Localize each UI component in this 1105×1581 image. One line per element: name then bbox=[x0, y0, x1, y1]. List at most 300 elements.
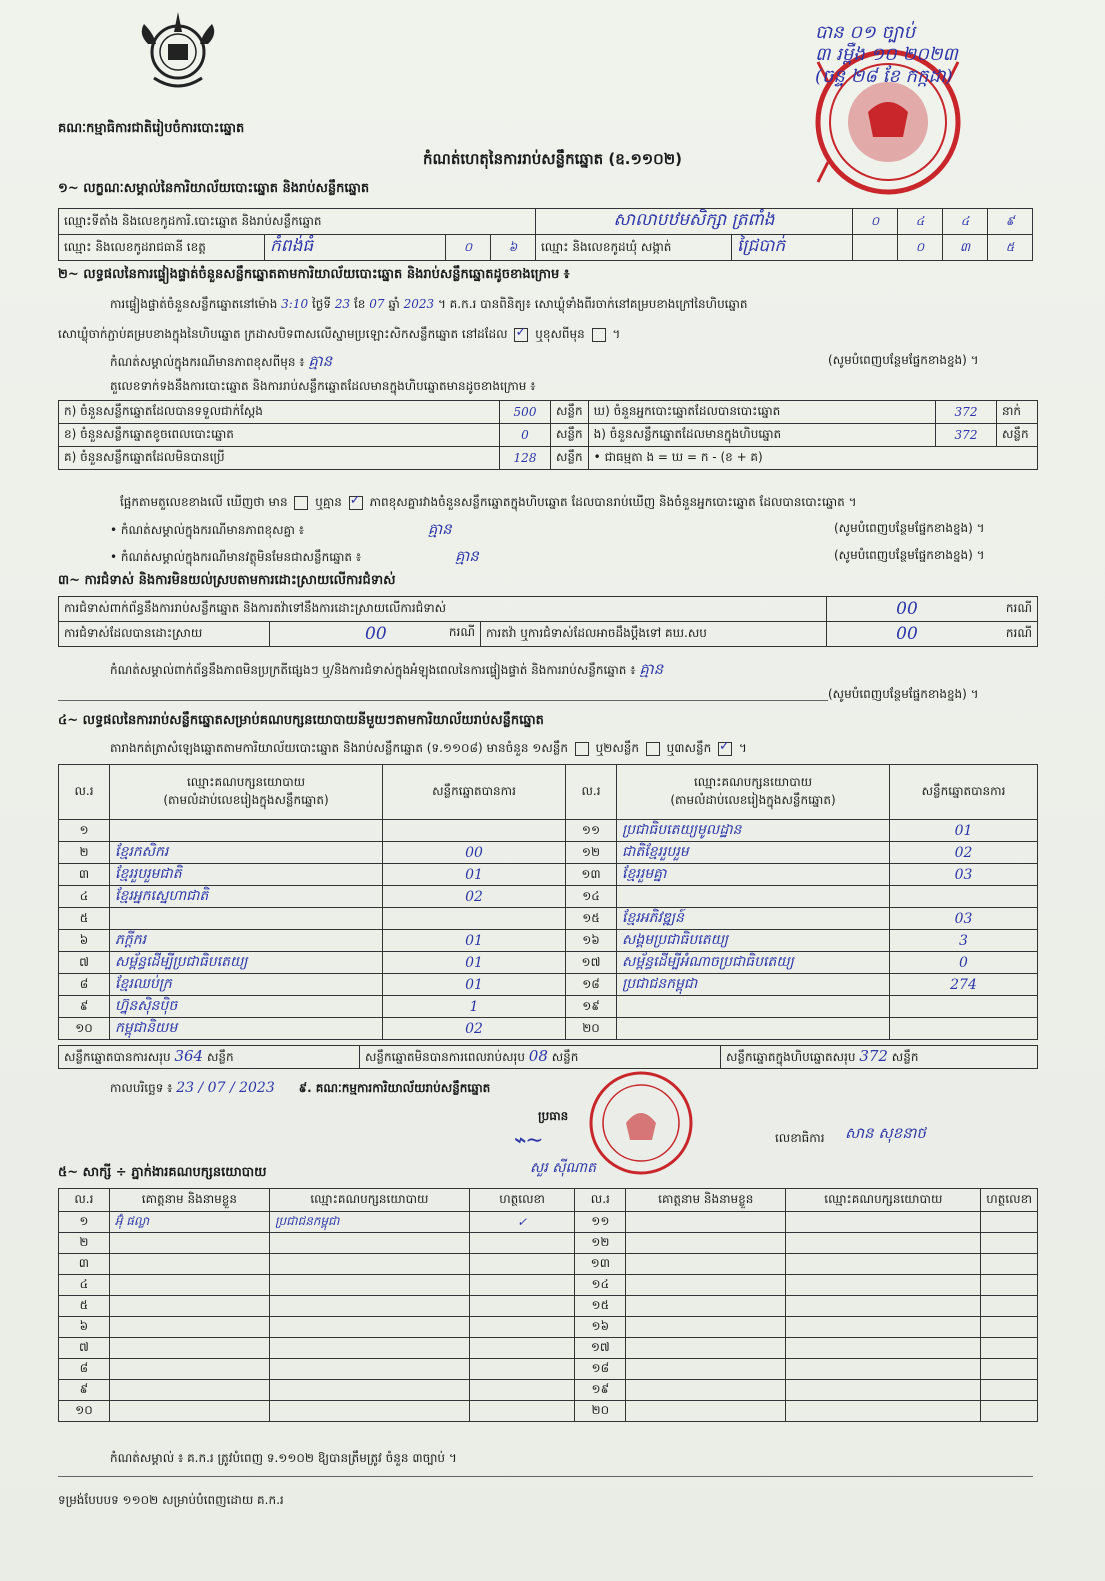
party-votes bbox=[383, 908, 566, 930]
witness-name bbox=[626, 1296, 786, 1317]
witness-row bbox=[59, 1401, 1038, 1422]
results-body bbox=[59, 820, 1038, 1040]
seal-note-line: បាន ០១ ច្បាប់ bbox=[815, 22, 916, 43]
witness-signature bbox=[469, 1359, 575, 1380]
witness-signature bbox=[981, 1317, 1038, 1338]
location-label: ឈ្មោះទីតាំង និងលេខកូដការិ.បោះឆ្នោត និងរាប់សន្លឹកឆ្នោត bbox=[59, 209, 536, 235]
witness-name: អ៊ុំ ផល្លា bbox=[109, 1212, 269, 1233]
row-number: ២ bbox=[59, 1233, 110, 1254]
party-votes: 01 bbox=[890, 820, 1038, 842]
result-row bbox=[59, 908, 1038, 930]
count-label: ខ) ចំនួនសន្លឹកឆ្នោតខូចពេលបោះឆ្នោត bbox=[59, 424, 500, 447]
witness-body bbox=[59, 1212, 1038, 1422]
appeal-label: ការតវ៉ា ឬការជំទាស់ដែលអាចដឹងប្តឹងទៅ គឃ.សប bbox=[481, 622, 827, 647]
col-party bbox=[617, 765, 890, 820]
total-unit: សន្លឹក bbox=[891, 1050, 919, 1064]
footer-divider bbox=[58, 1476, 1033, 1477]
col-no: ល.រ bbox=[566, 765, 617, 820]
difference-text: ផ្អែកតាមតួលេខខាងលើ ឃើញថា មាន bbox=[120, 495, 288, 509]
row-number: ១៨ bbox=[575, 1359, 626, 1380]
province-code-digit: ៦ bbox=[491, 235, 536, 261]
witness-party bbox=[786, 1296, 981, 1317]
resolved-unit: ករណី bbox=[448, 625, 475, 639]
row-number: ៤ bbox=[59, 886, 110, 908]
result-row bbox=[59, 952, 1038, 974]
witness-table bbox=[58, 1188, 1038, 1422]
objection-label: ការជំទាស់ពាក់ព័ន្ធនឹងការរាប់សន្លឹកឆ្នោត និងការតវ៉ាទៅនឹងការដោះស្រាយលើការជំទាស់ bbox=[59, 597, 827, 622]
col-party: ឈ្មោះគណបក្សនយោបាយ bbox=[269, 1189, 469, 1212]
bullet-note-1 bbox=[110, 520, 452, 542]
secretary-name: សាន សុខនាថ bbox=[845, 1124, 926, 1142]
code-digit: ៤ bbox=[898, 209, 943, 235]
party-name: ហ្វ៊ុនស៊ិនប៉ិច bbox=[110, 996, 383, 1018]
party-name: ភក្ដីករ bbox=[110, 930, 383, 952]
witness-row bbox=[59, 1359, 1038, 1380]
different-checkbox[interactable] bbox=[592, 328, 606, 342]
row-number: ១១ bbox=[566, 820, 617, 842]
witness-name bbox=[109, 1338, 269, 1359]
party-votes bbox=[890, 1018, 1038, 1040]
party-votes: 03 bbox=[890, 864, 1038, 886]
commune-code-digit: ៥ bbox=[988, 235, 1033, 261]
party-name: ខ្មែរអ្នកស្នេហាជាតិ bbox=[110, 886, 383, 908]
col-votes: សន្លឹកឆ្នោតបានការ bbox=[890, 765, 1038, 820]
seal-note-line: ៣ រម្ពឺង ១០ ២០២៣ bbox=[815, 44, 958, 65]
col-party-title: ឈ្មោះគណបក្សនយោបាយ bbox=[693, 775, 813, 789]
objection-unit: ករណី bbox=[987, 597, 1038, 622]
row-number: ៨ bbox=[59, 1359, 110, 1380]
witness-signature bbox=[981, 1275, 1038, 1296]
col-name: គោត្តនាម និងនាមខ្លួន bbox=[626, 1189, 786, 1212]
no-difference-checkbox[interactable] bbox=[349, 496, 363, 510]
resolved-value: 00 bbox=[365, 624, 387, 644]
chair-signature-icon: ⌁∼ bbox=[512, 1128, 544, 1153]
party-name bbox=[110, 820, 383, 842]
party-votes: 01 bbox=[383, 930, 566, 952]
party-votes: 02 bbox=[383, 886, 566, 908]
section5-heading: ៥~ សាក្សី ÷ ភ្នាក់ងារគណបក្សនយោបាយ bbox=[58, 1165, 267, 1180]
witness-party: ប្រជាជនកម្ពុជា bbox=[269, 1212, 469, 1233]
count-label: គ) ចំនួនសន្លឹកឆ្នោតដែលមិនបានប្រើ bbox=[59, 447, 500, 470]
witness-signature bbox=[469, 1254, 575, 1275]
party-votes: 02 bbox=[383, 1018, 566, 1040]
section2-heading: ២~ លទ្ធផលនៃការផ្ទៀងផ្ទាត់ចំនួនសន្លឹកឆ្នោតតាមការិយាល័យបោះឆ្នោត និងរាប់សន្លឹកឆ្នោតដូចខាងក្រោម ៖ bbox=[58, 267, 570, 282]
row-number: ១៦ bbox=[575, 1317, 626, 1338]
difference-note-value: គ្មាន bbox=[308, 352, 333, 370]
count-unit: សន្លឹក bbox=[551, 447, 589, 470]
witness-party bbox=[786, 1254, 981, 1275]
row-number: ១៤ bbox=[575, 1275, 626, 1296]
party-votes: 00 bbox=[383, 842, 566, 864]
witness-row bbox=[59, 1380, 1038, 1401]
party-votes: 3 bbox=[890, 930, 1038, 952]
party-votes bbox=[890, 996, 1038, 1018]
witness-party bbox=[786, 1275, 981, 1296]
footnote: កំណត់សម្គាល់ ៖ គ.ក.រ ត្រូវបំពេញ ទ.១១០២ ឱ្យបានត្រឹមត្រូវ ចំនួន ៣ច្បាប់ ។ bbox=[110, 1451, 457, 1465]
verification-line-2: សោឃ្លុំចាក់ភ្ជាប់គម្របខាងក្នុងនៃហិបឆ្នោត ក្រដាសបិទពាសលើស្នាមប្រឡោះសិកសន្លឹកឆ្នោត នៅដដែល ✓ ឬខុសពីមុន ។ bbox=[58, 326, 620, 344]
row-number: ១ bbox=[59, 820, 110, 842]
commune-value: ជ្រៃបាក់ bbox=[732, 235, 853, 261]
province-label: ឈ្មោះ និងលេខកូដរាជធានី ខេត្ត bbox=[59, 235, 265, 261]
difference-text: ភាពខុសគ្នារវាងចំនួនសន្លឹកឆ្នោតក្នុងហិបឆ្នោត ដែលបានរាប់ឃើញ និងចំនួនអ្នកបោះឆ្នោត ដែលបានបោះឆ្នោត ។ bbox=[369, 495, 857, 509]
verification-time: 3:10 bbox=[281, 297, 309, 311]
verification-month: 07 bbox=[369, 297, 385, 311]
total-box-label: សន្លឹកឆ្នោតក្នុងហិបឆ្នោតសរុប bbox=[726, 1050, 856, 1064]
count-value: 0 bbox=[500, 424, 551, 447]
witness-signature bbox=[981, 1338, 1038, 1359]
witness-signature bbox=[469, 1380, 575, 1401]
total-invalid-value: 08 bbox=[528, 1047, 548, 1065]
tally-text: ឬ៣សន្លឹក bbox=[666, 741, 712, 755]
col-party-sub: (តាមលំដាប់លេខរៀងក្នុងសន្លឹកឆ្នោត) bbox=[163, 793, 329, 807]
section1-heading: ១~ លក្ខណៈសម្គាល់នៃការិយាល័យបោះឆ្នោត និងរាប់សន្លឹកឆ្នោត bbox=[58, 181, 370, 196]
chair-name: សួរ ស៊ីណាត bbox=[530, 1160, 596, 1176]
bullet-hint-2: (សូមបំពេញបន្ថែមផ្នែកខាងខ្នង) ។ bbox=[834, 548, 985, 562]
result-row bbox=[59, 930, 1038, 952]
verification-text: សោឃ្លុំចាក់ភ្ជាប់គម្របខាងក្នុងនៃហិបឆ្នោត ក្រដាសបិទពាសលើស្នាមប្រឡោះសិកសន្លឹកឆ្នោត នៅដដែល bbox=[58, 327, 508, 341]
party-votes: 01 bbox=[383, 952, 566, 974]
witness-signature bbox=[981, 1401, 1038, 1422]
date-line bbox=[110, 1080, 490, 1098]
row-number: ១៣ bbox=[566, 864, 617, 886]
resolved-label: ការជំទាស់ដែលបានដោះស្រាយ bbox=[59, 622, 270, 647]
witness-name bbox=[626, 1401, 786, 1422]
code-digit: ៩ bbox=[988, 209, 1033, 235]
col-sign: ហត្ថលេខា bbox=[469, 1189, 575, 1212]
verification-text: ថ្ងៃទី bbox=[311, 297, 331, 311]
one-sheet-checkbox[interactable] bbox=[575, 742, 589, 756]
witness-party bbox=[269, 1401, 469, 1422]
bullet-note-2 bbox=[110, 547, 479, 569]
objections-table bbox=[58, 596, 1038, 647]
party-name: ខ្មែរអភិវឌ្ឍន៍ bbox=[617, 908, 890, 930]
irregularity-value: គ្មាន bbox=[639, 660, 664, 678]
tally-text: តារាងកត់ត្រាសំឡេងឆ្នោតតាមការិយាល័យបោះឆ្នោត និងរាប់សន្លឹកឆ្នោត (ទ.១១០៨) មានចំនួន ១សន្លឹក bbox=[110, 741, 568, 755]
row-number: ២០ bbox=[566, 1018, 617, 1040]
bullet-hint-1: (សូមបំពេញបន្ថែមផ្នែកខាងខ្នង) ។ bbox=[834, 521, 985, 535]
row-number: ១០ bbox=[59, 1018, 110, 1040]
witness-party bbox=[786, 1380, 981, 1401]
bullet-note-label: • កំណត់សម្គាល់ក្នុងករណីមានវត្ថុមិនមែនជាសន្លឹកឆ្នោត ៖ bbox=[110, 550, 362, 564]
bullet-note-value: គ្មាន bbox=[427, 520, 452, 538]
party-votes: 0 bbox=[890, 952, 1038, 974]
row-number: ៦ bbox=[59, 930, 110, 952]
total-invalid-label: សន្លឹកឆ្នោតមិនបានការពេលរាប់សរុប bbox=[365, 1050, 525, 1064]
count-value: 372 bbox=[936, 401, 997, 424]
section3-heading: ៣~ ការជំទាស់ និងការមិនយល់ស្របតាមការដោះស្រាយលើការជំទាស់ bbox=[58, 573, 396, 588]
row-number: ២ bbox=[59, 842, 110, 864]
row-number: ១៥ bbox=[575, 1296, 626, 1317]
totals-table bbox=[58, 1045, 1038, 1069]
commune-code-digit: ៣ bbox=[943, 235, 988, 261]
counts-table bbox=[58, 400, 1038, 470]
col-party-sub: (តាមលំដាប់លេខរៀងក្នុងសន្លឹកឆ្នោត) bbox=[670, 793, 836, 807]
nec-logo-icon bbox=[128, 4, 228, 104]
verification-text: ការផ្ទៀងផ្ទាត់ចំនួនសន្លឹកឆ្នោតនៅម៉ោង bbox=[110, 297, 278, 311]
results-table bbox=[58, 764, 1038, 1040]
witness-signature bbox=[469, 1233, 575, 1254]
irregularity-note bbox=[110, 660, 663, 682]
party-name: ជាតិខ្មែររួបរួម bbox=[617, 842, 890, 864]
party-name: សង្គមប្រជាធិបតេយ្យ bbox=[617, 930, 890, 952]
code-digit: ០ bbox=[853, 209, 898, 235]
row-number: ១៥ bbox=[566, 908, 617, 930]
bullet-note-label: • កំណត់សម្គាល់ក្នុងករណីមានភាពខុសគ្នា ៖ bbox=[110, 523, 305, 537]
witness-name bbox=[626, 1317, 786, 1338]
count-unit: សន្លឹក bbox=[997, 424, 1038, 447]
counts-subheading: តួលេខទាក់ទងនឹងការបោះឆ្នោត និងការរាប់សន្លឹកឆ្នោតដែលមានក្នុងហិបឆ្នោតមានដូចខាងក្រោម ៖ bbox=[110, 379, 536, 393]
witness-name bbox=[109, 1296, 269, 1317]
province-code-digit: ០ bbox=[446, 235, 491, 261]
difference-text: ឬគ្មាន bbox=[315, 495, 342, 509]
row-number: ៧ bbox=[59, 1338, 110, 1359]
row-number: ១ bbox=[59, 1212, 110, 1233]
witness-party bbox=[269, 1338, 469, 1359]
counts-row bbox=[59, 447, 1038, 470]
verification-day: 23 bbox=[334, 297, 351, 311]
witness-signature bbox=[469, 1401, 575, 1422]
total-valid-value: 364 bbox=[174, 1047, 204, 1065]
row-number: ៩ bbox=[59, 1380, 110, 1401]
section1-table bbox=[58, 208, 1033, 261]
row-number: ១១ bbox=[575, 1212, 626, 1233]
total-box-value: 372 bbox=[859, 1047, 888, 1065]
secretary-label: លេខាធិការ bbox=[775, 1131, 825, 1145]
total-valid-cell bbox=[59, 1046, 360, 1069]
witness-signature bbox=[981, 1254, 1038, 1275]
difference-note-hint: (សូមបំពេញបន្ថែមផ្នែកខាងខ្នង) ។ bbox=[828, 353, 979, 367]
witness-name bbox=[626, 1380, 786, 1401]
total-unit: សន្លឹក bbox=[206, 1050, 234, 1064]
date-label: កាលបរិច្ឆេទ ៖ bbox=[110, 1081, 173, 1095]
row-number: ១៣ bbox=[575, 1254, 626, 1275]
witness-party bbox=[269, 1254, 469, 1275]
row-number: ១២ bbox=[575, 1233, 626, 1254]
two-sheets-checkbox[interactable] bbox=[646, 742, 660, 756]
verification-text: ឆ្នាំ bbox=[388, 297, 400, 311]
party-name: ខ្មែរកសិករ bbox=[110, 842, 383, 864]
witness-party bbox=[269, 1296, 469, 1317]
party-name: ខ្មែររួបរួមជាតិ bbox=[110, 864, 383, 886]
party-votes: 02 bbox=[890, 842, 1038, 864]
row-number: ៥ bbox=[59, 908, 110, 930]
count-label: ក) ចំនួនសន្លឹកឆ្នោតដែលបានទទួលជាក់ស្តែង bbox=[59, 401, 500, 424]
witness-name bbox=[626, 1338, 786, 1359]
witness-signature bbox=[981, 1380, 1038, 1401]
col-no: ល.រ bbox=[575, 1189, 626, 1212]
irregularity-hint: (សូមបំពេញបន្ថែមផ្នែកខាងខ្នង) ។ bbox=[828, 687, 979, 701]
party-name: ប្រជាជនកម្ពុជា bbox=[617, 974, 890, 996]
col-votes: សន្លឹកឆ្នោតបានការ bbox=[383, 765, 566, 820]
witness-signature bbox=[981, 1233, 1038, 1254]
party-name bbox=[617, 1018, 890, 1040]
count-unit: សន្លឹក bbox=[551, 401, 589, 424]
witness-row bbox=[59, 1212, 1038, 1233]
row-number: ៧ bbox=[59, 952, 110, 974]
witness-party bbox=[786, 1212, 981, 1233]
col-party-title: ឈ្មោះគណបក្សនយោបាយ bbox=[186, 775, 306, 789]
row-number: ១៦ bbox=[566, 930, 617, 952]
counts-row bbox=[59, 424, 1038, 447]
chair-label: ប្រធាន bbox=[538, 1109, 569, 1123]
difference-line bbox=[120, 494, 857, 512]
total-valid-label: សន្លឹកឆ្នោតបានការសរុប bbox=[64, 1050, 171, 1064]
row-number: ១៤ bbox=[566, 886, 617, 908]
witness-party bbox=[786, 1317, 981, 1338]
witness-row bbox=[59, 1317, 1038, 1338]
result-row bbox=[59, 996, 1038, 1018]
dotted-line bbox=[58, 700, 828, 701]
row-number: ១៩ bbox=[575, 1380, 626, 1401]
witness-party bbox=[786, 1359, 981, 1380]
irregularity-label: កំណត់សម្គាល់ពាក់ព័ន្ធនឹងភាពមិនប្រក្រតីផ្សេងៗ ឬ/និងការជំទាស់ក្នុងអំឡុងពេលនៃការផ្ទៀងផ្ទាត់ និងការរាប់សន្លឹកឆ្នោត ៖ bbox=[110, 663, 636, 677]
organization-name: គណៈកម្មាធិការជាតិរៀបចំការបោះឆ្នោត bbox=[58, 121, 245, 136]
row-number: ១៨ bbox=[566, 974, 617, 996]
appeal-unit: ករណី bbox=[987, 622, 1038, 647]
witness-party bbox=[786, 1401, 981, 1422]
witness-name bbox=[626, 1212, 786, 1233]
row-number: ២០ bbox=[575, 1401, 626, 1422]
same-checkbox[interactable] bbox=[514, 328, 528, 342]
witness-row bbox=[59, 1254, 1038, 1275]
total-invalid-cell bbox=[360, 1046, 721, 1069]
witness-name bbox=[109, 1233, 269, 1254]
three-sheets-checkbox[interactable] bbox=[718, 742, 732, 756]
witness-signature bbox=[981, 1212, 1038, 1233]
witness-party bbox=[269, 1359, 469, 1380]
section4-heading: ៤~ លទ្ធផលនៃការរាប់សន្លឹកឆ្នោតសម្រាប់គណបក្សនយោបាយនីមួយៗតាមការិយាល័យរាប់សន្លឹកឆ្នោត bbox=[58, 713, 544, 728]
objection-value: 00 bbox=[827, 597, 988, 622]
witness-name bbox=[626, 1275, 786, 1296]
party-name: ខ្មែរឈប់ក្រ bbox=[110, 974, 383, 996]
commune-code-digit: ០ bbox=[898, 235, 943, 261]
col-no: ល.រ bbox=[59, 765, 110, 820]
witness-party bbox=[269, 1233, 469, 1254]
row-number: ១៧ bbox=[575, 1338, 626, 1359]
row-number: ៥ bbox=[59, 1296, 110, 1317]
witness-signature bbox=[981, 1296, 1038, 1317]
witness-party bbox=[786, 1233, 981, 1254]
count-value: 128 bbox=[500, 447, 551, 470]
row-number: ៣ bbox=[59, 864, 110, 886]
witness-row bbox=[59, 1275, 1038, 1296]
witness-signature bbox=[469, 1296, 575, 1317]
verification-text: ខែ bbox=[353, 297, 366, 311]
witness-signature: ✓ bbox=[469, 1212, 575, 1233]
bullet-note-value: គ្មាន bbox=[454, 547, 479, 565]
party-name: សម្ព័ន្ធដើម្បីអំណាចប្រជាធិបតេយ្យ bbox=[617, 952, 890, 974]
count-value: 372 bbox=[936, 424, 997, 447]
party-votes bbox=[383, 820, 566, 842]
party-votes: 1 bbox=[383, 996, 566, 1018]
appeal-value: 00 bbox=[827, 622, 988, 647]
verification-text: ។ គ.ក.រ បានពិនិត្យ៖ សោឃ្លុំទាំងពីរចាក់នៅគម្របខាងក្រៅនៃហិបឆ្នោត bbox=[437, 297, 748, 311]
result-row bbox=[59, 820, 1038, 842]
result-row bbox=[59, 1018, 1038, 1040]
result-row bbox=[59, 974, 1038, 996]
verification-text: ឬខុសពីមុន bbox=[535, 327, 585, 341]
party-name: ប្រជាធិបតេយ្យមូលដ្ឋាន bbox=[617, 820, 890, 842]
province-value: កំពង់ធំ bbox=[265, 235, 446, 261]
witness-name bbox=[626, 1233, 786, 1254]
result-row bbox=[59, 842, 1038, 864]
party-votes: 01 bbox=[383, 974, 566, 996]
result-row bbox=[59, 864, 1038, 886]
row-number: ៨ bbox=[59, 974, 110, 996]
has-difference-checkbox[interactable] bbox=[294, 496, 308, 510]
seal-note-line: (ចន្ទ ២៨ ខែ កក្កដា) bbox=[815, 66, 953, 87]
witness-signature bbox=[469, 1338, 575, 1359]
witness-signature bbox=[469, 1317, 575, 1338]
formula-note: • ជាធម្មតា ង = ឃ = ក - (ខ + គ) bbox=[588, 447, 1037, 470]
witness-signature bbox=[981, 1359, 1038, 1380]
committee-seal-icon bbox=[586, 1068, 696, 1178]
row-number: ១០ bbox=[59, 1401, 110, 1422]
witness-name bbox=[109, 1359, 269, 1380]
party-votes: 274 bbox=[890, 974, 1038, 996]
witness-name bbox=[109, 1380, 269, 1401]
difference-note-line bbox=[110, 352, 332, 374]
row-number: ១២ bbox=[566, 842, 617, 864]
witness-party bbox=[786, 1338, 981, 1359]
form-title: កំណត់ហេតុនៃការរាប់សន្លឹកឆ្នោត (ឧ.១១០២) bbox=[422, 150, 682, 168]
location-value: សាលាបឋមសិក្សា ត្រពាំង bbox=[536, 209, 853, 235]
count-unit: នាក់ bbox=[997, 401, 1038, 424]
party-votes: 03 bbox=[890, 908, 1038, 930]
total-box-cell bbox=[721, 1046, 1038, 1069]
row-number: ៦ bbox=[59, 1317, 110, 1338]
verification-year: 2023 bbox=[403, 297, 435, 311]
witness-row bbox=[59, 1296, 1038, 1317]
counts-row bbox=[59, 401, 1038, 424]
difference-note-label: កំណត់សម្គាល់ក្នុងករណីមានភាពខុសពីមុន ៖ bbox=[110, 355, 305, 369]
party-name: កម្ពុជានិយម bbox=[110, 1018, 383, 1040]
col-party bbox=[110, 765, 383, 820]
witness-row bbox=[59, 1233, 1038, 1254]
col-sign: ហត្ថលេខា bbox=[981, 1189, 1038, 1212]
witness-name bbox=[109, 1317, 269, 1338]
witness-name bbox=[109, 1401, 269, 1422]
row-number: ៤ bbox=[59, 1275, 110, 1296]
party-name bbox=[110, 908, 383, 930]
party-votes bbox=[890, 886, 1038, 908]
resolved-cell bbox=[270, 622, 481, 647]
party-votes: 01 bbox=[383, 864, 566, 886]
row-number: ១៧ bbox=[566, 952, 617, 974]
verification-line-1 bbox=[110, 296, 748, 314]
col-party: ឈ្មោះគណបក្សនយោបាយ bbox=[786, 1189, 981, 1212]
blank-cell bbox=[853, 235, 898, 261]
party-name bbox=[617, 886, 890, 908]
seal-handwritten-note bbox=[815, 22, 1045, 88]
result-row bbox=[59, 886, 1038, 908]
witness-name bbox=[626, 1254, 786, 1275]
party-name: សម្ព័ន្ធដើម្បីប្រជាធិបតេយ្យ bbox=[110, 952, 383, 974]
count-label: ឃ) ចំនួនអ្នកបោះឆ្នោតដែលបានបោះឆ្នោត bbox=[588, 401, 935, 424]
witness-party bbox=[269, 1317, 469, 1338]
witness-signature bbox=[469, 1275, 575, 1296]
party-name: ខ្មែររួមគ្នា bbox=[617, 864, 890, 886]
col-no: ល.រ bbox=[59, 1189, 110, 1212]
form-footer: ទម្រង់បែបបទ ១១០២ សម្រាប់បំពេញដោយ គ.ក.រ bbox=[58, 1493, 284, 1507]
witness-name bbox=[109, 1275, 269, 1296]
witness-row bbox=[59, 1338, 1038, 1359]
committee-label: ៩. គណៈកម្មការការិយាល័យរាប់សន្លឹកឆ្នោត bbox=[298, 1081, 491, 1095]
witness-name bbox=[109, 1254, 269, 1275]
date-value: 23 / 07 / 2023 bbox=[176, 1080, 275, 1096]
code-digit: ៤ bbox=[943, 209, 988, 235]
count-unit: សន្លឹក bbox=[551, 424, 589, 447]
